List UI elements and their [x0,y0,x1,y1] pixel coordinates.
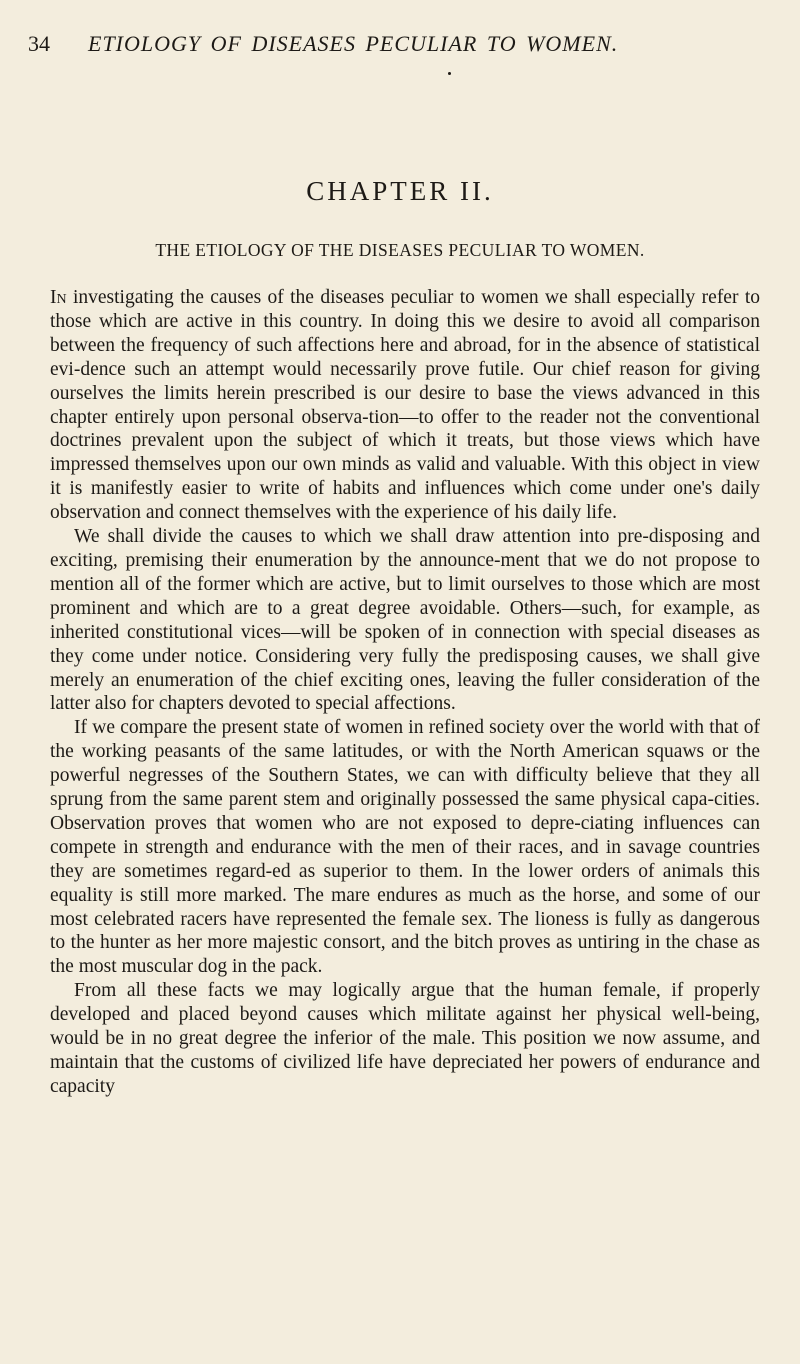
paragraph-text: investigating the causes of the diseases peculiar to women we shall especially refer to those which are active in this country. In doing this we desire to avoid all comparison between the frequency of such affections here and abroad, for in the absence of statistical evi-dence such an attempt would necessarily prove futile. Our chief reason for giving ourselves the limits herein prescribed is our desire to base the views advanced in this chapter entirely upon personal observa-tion—to offer to the reader not the conventional doctrines prevalent upon the subject of which it treats, but those views which have impressed themselves upon our own minds as valid and valuable. With this object in view it is manifestly easier to write of habits and influences which come under one's daily observation and connect themselves with the experience of his daily life. [50,287,760,524]
paragraph: We shall divide the causes to which we shall draw attention into pre-disposing and exciting, premising their enumeration by the announce-ment that we do not propose to mention all of the former which are active, but to limit ourselves to those which are most prominent and which are to a great degree avoidable. Others—such, for example, as inherited constitutional vices—will be spoken of in connection with special diseases as they come under notice. Considering very fully the predisposing causes, we shall give merely an enumeration of the chief exciting ones, leaving the fuller consideration of the latter also for chapters devoted to special affections. [50,526,760,715]
running-head [28,30,754,58]
chapter-heading: CHAPTER II. [306,176,494,206]
running-title: ETIOLOGY OF DISEASES PECULIAR TO WOMEN. [88,31,619,56]
paragraph [50,286,760,525]
stray-ink-mark [448,72,451,75]
chapter-subtitle: THE ETIOLOGY OF THE DISEASES PECULIAR TO WOMEN. [155,240,645,260]
body-text [50,286,760,1099]
paragraph: If we compare the present state of women in refined society over the world with that of the working peasants of the same latitudes, or with the North American squaws or the powerful negresses of the Southern States, we can with difficulty believe that they all sprung from the same parent stem and originally possessed the same physical capa-cities. Observation proves that women who are not exposed to depre-ciating influences can compete in strength and endurance with the men of their races, and in savage countries they are sometimes regard-ed as superior to them. In the lower orders of animals this equality is still more marked. The mare endures as much as the horse, and some of our most celebrated racers have represented the female sex. The lioness is fully as dangerous to the hunter as her more majestic consort, and the bitch proves as untiring in the chase as the most muscular dog in the pack. [50,717,760,978]
page-number: 34 [28,31,50,56]
drop-lead-word: In [50,287,67,308]
paragraph: From all these facts we may logically argue that the human female, if properly developed and placed beyond causes which militate against her physical well-being, would be in no great degree the inferior of the male. This position we now assume, and maintain that the customs of civilized life have depreciated her powers of endurance and capacity [50,980,760,1097]
